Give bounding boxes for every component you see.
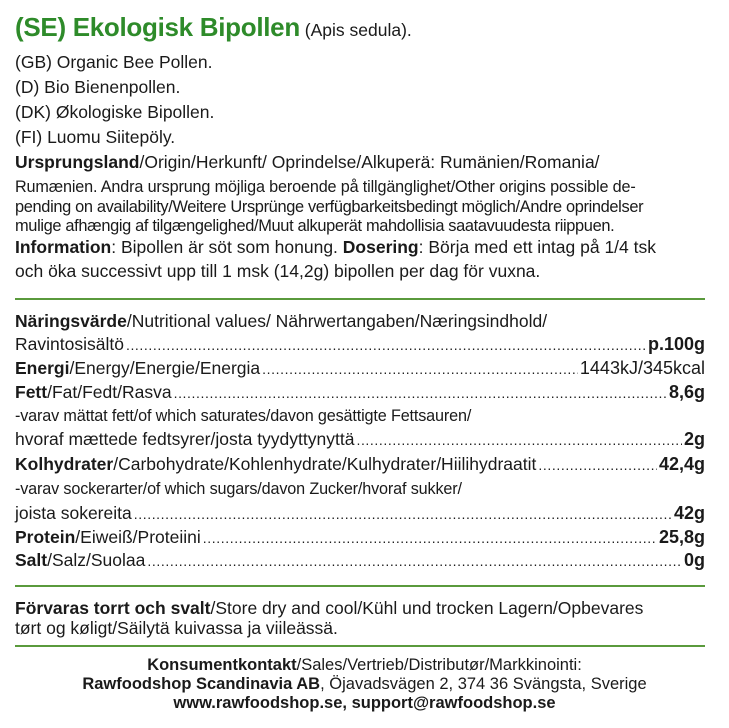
origin-line-4: mulige afhængig af tilgængelighed/Muut alkuperät mahdollisia saatavuudesta riippuen. xyxy=(15,217,615,235)
information-label: Information xyxy=(15,237,112,257)
contact-line-1: Konsumentkontakt/Sales/Vertrieb/Distributør/Markkinointi: xyxy=(147,656,582,674)
storage-line-1: Förvaras torrt och svalt/Store dry and cool/Kühl und trocken Lagern/Opbevares xyxy=(15,598,644,618)
divider xyxy=(15,298,705,300)
name-fi: (FI) Luomu Siitepöly. xyxy=(15,127,176,147)
origin-line-3: pending on availability/Weitere Ursprünge verfügbarkeitsbedingt möglich/Andre oprindelser xyxy=(15,198,644,216)
origin-line-2: Rumænien. Andra ursprung möjliga beroende på tillgänglighet/Other origins possible de- xyxy=(15,178,636,196)
information-line-1: Information: Bipollen är söt som honung. Dosering: Börja med ett intag på 1/4 tsk xyxy=(15,237,656,257)
storage-label: Förvaras torrt och svalt xyxy=(15,598,211,618)
name-gb: (GB) Organic Bee Pollen. xyxy=(15,52,213,72)
nutrition-row-carbohydrates: Kolhydrater/Carbohydrate/Kohlenhydrate/Kulhydrater/Hiilihydraatit ..... 42,4g xyxy=(15,453,705,476)
nutrition-row-salt: Salt/Salz/Suolaa ..... 0g xyxy=(15,549,705,572)
contact-line-2: Rawfoodshop Scandinavia AB, Öjavadsvägen 2, 374 36 Svängsta, Sverige xyxy=(82,675,647,693)
origin-label: Ursprungsland xyxy=(15,152,140,172)
nutrition-row-sugars: joista sokereita ..... 42g xyxy=(15,502,705,525)
contact-label: Konsumentkontakt xyxy=(147,656,297,674)
nutrition-row-energy: Energi/Energy/Energie/Energia ..... 1443kJ/345kcal xyxy=(15,357,705,380)
contact-web-email: www.rawfoodshop.se, support@rawfoodshop.se xyxy=(173,694,556,712)
information-line-2: och öka successivt upp till 1 msk (14,2g) bipollen per dag för vuxna. xyxy=(15,261,541,281)
nutrition-saturates-line-1: -varav mättat fett/of which saturates/davon gesättigte Fettsauren/ xyxy=(15,407,472,425)
nutrition-title: Näringsvärde/Nutritional values/ Nährwertangaben/Næringsindhold/ xyxy=(15,311,548,331)
title-latin-name: (Apis sedula). xyxy=(304,20,412,40)
company-name: Rawfoodshop Scandinavia AB xyxy=(82,675,321,693)
divider xyxy=(15,645,705,647)
divider xyxy=(15,585,705,587)
nutrition-row-saturates: hvoraf mættede fedtsyrer/josta tyydyttynyttä ..... 2g xyxy=(15,428,705,451)
origin-line-1: Ursprungsland/Origin/Herkunft/ Oprindelse/Alkuperä: Rumänien/Romania/ xyxy=(15,152,600,172)
product-title xyxy=(15,12,412,42)
name-de: (D) Bio Bienenpollen. xyxy=(15,77,181,97)
nutrition-row-per100: Ravintosisältö ..... p.100g xyxy=(15,333,705,356)
nutrition-row-fat: Fett/Fat/Fedt/Rasva ..... 8,6g xyxy=(15,381,705,404)
title-swedish: (SE) Ekologisk Bipollen xyxy=(15,12,300,42)
dosage-label: Dosering xyxy=(342,237,419,257)
name-dk: (DK) Økologiske Bipollen. xyxy=(15,102,215,122)
nutrition-row-protein: Protein/Eiweiß/Proteiini ..... 25,8g xyxy=(15,526,705,549)
nutrition-sugars-line-1: -varav sockerarter/of which sugars/davon Zucker/hvoraf sukker/ xyxy=(15,480,462,498)
storage-line-2: tørt og køligt/Säilytä kuivassa ja viileässä. xyxy=(15,618,338,638)
